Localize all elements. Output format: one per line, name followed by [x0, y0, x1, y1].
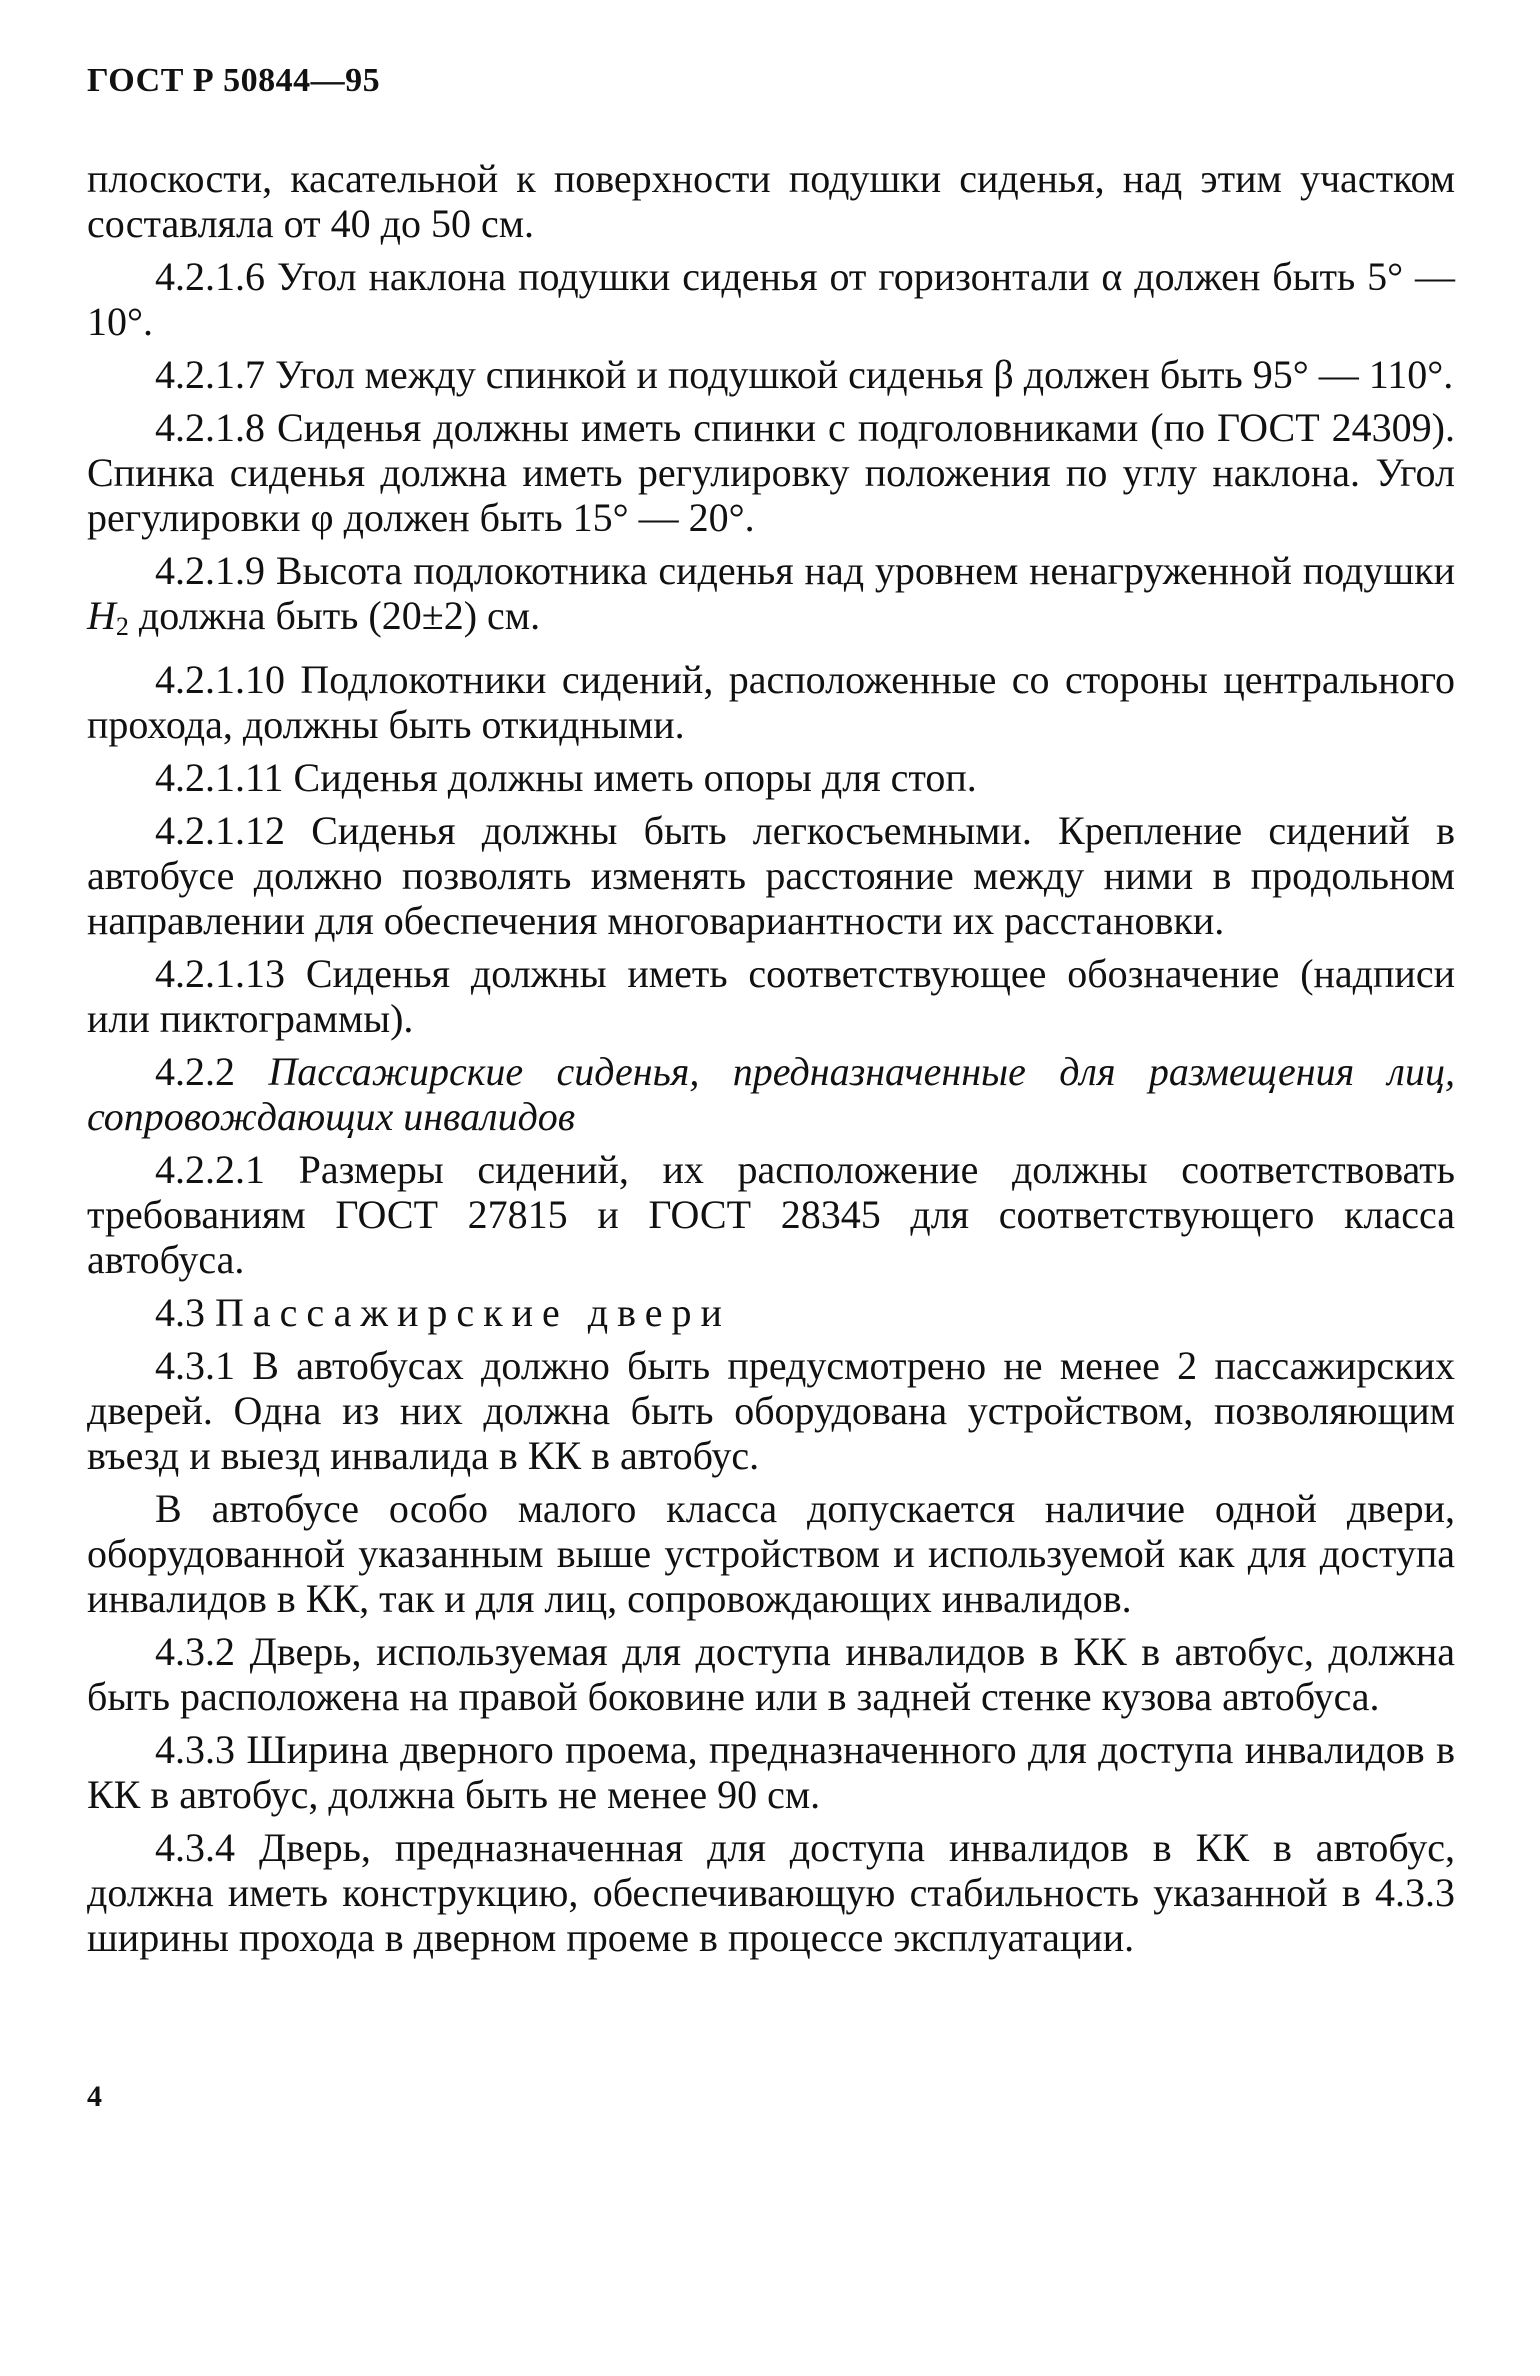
section-4-2-2-number: 4.2.2: [155, 1049, 269, 1094]
section-4-2-2-title: Пассажирские сиденья, предназначенные для размещения лиц, сопровождающих инвалидов: [87, 1049, 1456, 1139]
paragraph-4-3-4: 4.3.4 Дверь, предназначенная для доступа инвалидов в КК в автобус, должна иметь конструкцию, обеспечивающую стабильность указанной в 4.3.3 ширины прохода в дверном проеме в процессе эксплуатации.: [87, 1825, 1455, 1960]
paragraph-4-2-1-13: 4.2.1.13 Сиденья должны иметь соответствующее обозначение (надписи или пиктограммы).: [87, 951, 1455, 1041]
paragraph-4-2-1-7: 4.2.1.7 Угол между спинкой и подушкой сиденья β должен быть 95° — 110°.: [155, 352, 1454, 397]
paragraph-continuation: плоскости, касательной к поверхности подушки сиденья, над этим участком составляла от 40 до 50 см.: [87, 156, 1455, 246]
paragraph-4-3-3: 4.3.3 Ширина дверного проема, предназначенного для доступа инвалидов в КК в автобус, должна быть не менее 90 см.: [87, 1727, 1455, 1817]
paragraph-4-2-2-1: 4.2.2.1 Размеры сидений, их расположение должны соответствовать требованиям ГОСТ 27815 и ГОСТ 28345 для соответствующего класса автобуса.: [87, 1147, 1455, 1282]
paragraph-4-2-1-11: 4.2.1.11 Сиденья должны иметь опоры для стоп.: [155, 755, 977, 800]
body-text: [87, 156, 1455, 1968]
section-4-3: [87, 1290, 1455, 1335]
paragraph-4-2-1-12: 4.2.1.12 Сиденья должны быть легкосъемными. Крепление сидений в автобусе должно позволять изменять расстояние между ними в продольном направлении для обеспечения многовариантности их расстановки.: [87, 808, 1455, 943]
paragraph-4-2-1-6: 4.2.1.6 Угол наклона подушки сиденья от горизонтали α должен быть 5° — 10°.: [87, 254, 1455, 344]
section-4-3-title: Пассажирские двери: [215, 1290, 731, 1335]
paragraph-4-2-1-9-tail: должна быть (20±2) см.: [128, 593, 541, 638]
page-number: 4: [87, 2080, 102, 2113]
paragraph-4-2-1-8: 4.2.1.8 Сиденья должны иметь спинки с подголовниками (по ГОСТ 24309). Спинка сиденья должна иметь регулировку положения по углу наклона. Угол регулировки φ должен быть 15° — 20°.: [87, 405, 1455, 540]
section-4-2-2: [87, 1049, 1455, 1139]
height-variable: H: [87, 593, 116, 638]
height-subscript: 2: [115, 612, 129, 641]
section-4-3-number: 4.3: [155, 1290, 215, 1335]
paragraph-4-3-1-note: В автобусе особо малого класса допускается наличие одной двери, оборудованной указанным выше устройством и используемой как для доступа инвалидов в КК, так и для лиц, сопровождающих инвалидов.: [87, 1486, 1455, 1621]
paragraph-4-2-1-9: [87, 548, 1455, 649]
paragraph-4-3-2: 4.3.2 Дверь, используемая для доступа инвалидов в КК в автобус, должна быть расположена на правой боковине или в задней стенке кузова автобуса.: [87, 1629, 1455, 1719]
paragraph-4-3-1: 4.3.1 В автобусах должно быть предусмотрено не менее 2 пассажирских дверей. Одна из них должна быть оборудована устройством, позволяющим въезд и выезд инвалида в КК в автобус.: [87, 1343, 1455, 1478]
paragraph-4-2-1-9-lead: 4.2.1.9 Высота подлокотника сиденья над уровнем ненагруженной подушки: [155, 548, 1455, 593]
page-header: ГОСТ Р 50844—95: [87, 62, 381, 99]
paragraph-4-2-1-10: 4.2.1.10 Подлокотники сидений, расположенные со стороны центрального прохода, должны быть откидными.: [87, 657, 1455, 747]
